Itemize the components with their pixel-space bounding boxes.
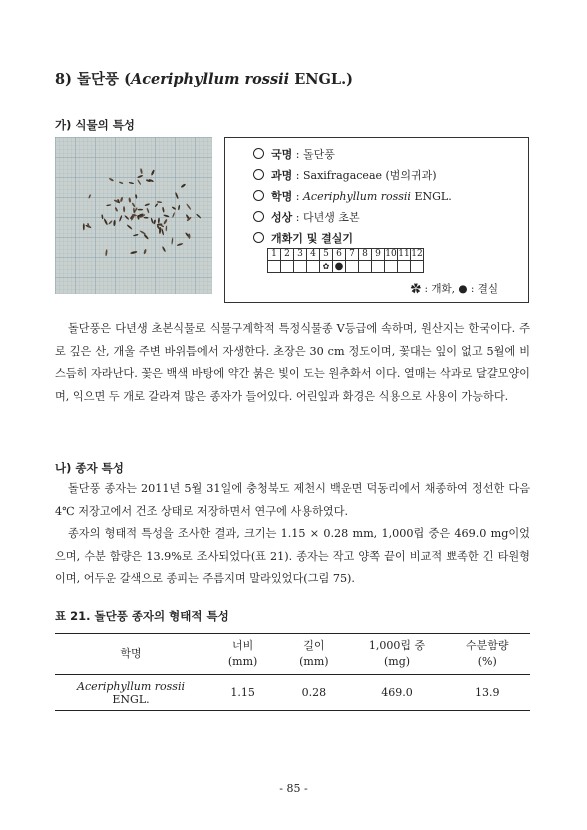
seed-shape [172, 206, 177, 210]
seed-shape [163, 214, 169, 217]
month-cell: 11 [398, 249, 410, 259]
seed-shape [137, 179, 141, 185]
seed-shape [153, 219, 156, 224]
page-title: 8) 돌단풍 (Aceriphyllum rossii ENGL.) [55, 71, 354, 88]
seed-shape [180, 183, 186, 188]
phenology-calendar [267, 248, 424, 273]
author-name: ENGL. [294, 71, 347, 88]
table-row [55, 675, 530, 711]
plant-info-box [224, 137, 529, 303]
month-mark-cell [346, 261, 359, 273]
section-heading-plant: 가) 식물의 특성 [55, 118, 135, 132]
seed-shape [140, 168, 143, 174]
phenology-legend: ✿ : 개화, ● : 결실 [410, 283, 498, 295]
month-cell: 4 [307, 249, 320, 261]
seed-shape [162, 207, 165, 213]
seed-description: 돌단풍 종자는 2011년 5월 31일에 충청북도 제천시 백운면 덕동리에서 채종하여 정선한 다음 4℃ 저장고에서 건조 상태로 저장하면서 연구에 사용하였다. 종자의 형태적 특성을 조사한 결과, 크기는 1.15 × 0.28 mm, 1,000립 중은 469.0 mg이었으며, 수분 함량은 13.9%로 조사되었다(표 21). 종자는 작고 양쪽 끝이 비교적 뾰족한 긴 타원형이며, 어두운 갈색으로 종피는 주름지며 말라있었다(그림 75). [55, 482, 530, 585]
seed-shape [126, 224, 132, 230]
seed-shape [106, 204, 111, 206]
seed-shape [146, 208, 149, 214]
month-cell: 1 [268, 249, 281, 261]
seed-photo [55, 137, 212, 294]
seed-shape [144, 217, 149, 219]
seed-shape [88, 194, 91, 199]
table-header-row [55, 634, 530, 675]
seed-shape [157, 201, 162, 203]
bullet-circle-icon [253, 190, 264, 201]
seed-shape [175, 192, 179, 199]
seed-shape [108, 220, 113, 225]
month-cell: 8 [359, 249, 372, 261]
info-row-habit: 성상 : 다년생 초본 [253, 209, 360, 225]
month-mark-cell [294, 261, 307, 273]
month-cell: 2 [281, 249, 294, 261]
seed-shape [144, 203, 150, 207]
month-cell: 6 [333, 249, 346, 261]
section-number: 8) [55, 71, 72, 88]
seed-shape [188, 233, 191, 238]
seed-shape [109, 177, 115, 181]
seed-shape [130, 251, 138, 255]
seed-shape [186, 203, 192, 210]
seed-shape [143, 249, 147, 255]
month-cell: 7 [346, 249, 359, 261]
month-mark-cell [398, 261, 411, 273]
plant-description: 돌단풍은 다년생 초본식물로 식물구계학적 특정식물종 V등급에 속하며, 원산지는 한국이다. 주로 깊은 산, 개울 주변 바위틈에서 자생한다. 초장은 30 cm 정도이며, 꽃대는 잎이 없고 5월에 비스듬히 자라난다. 꽃은 백색 바탕에 약간 붉은 빛이 도는 원추화서 이다. 열매는 삭과로 달걀모양이며, 익으면 두 개로 갈라져 많은 종자가 들어있다. 어린잎과 화경은 식용으로 사용이 가능하다. [55, 322, 530, 403]
month-mark-cell: ✿ [320, 261, 333, 273]
fruit-icon: ● [458, 283, 468, 295]
month-row [268, 249, 424, 261]
header-width: 너비 (mm) [207, 634, 278, 675]
month-mark-cell [268, 261, 281, 273]
month-mark-cell [359, 261, 372, 273]
info-row-scientific-name: 학명 : Aceriphyllum rossii ENGL. [253, 188, 452, 204]
seed-shape [131, 202, 135, 207]
header-species: 학명 [55, 634, 207, 675]
seed-shape [101, 214, 103, 219]
table-title: 표 21. 돌단풍 종자의 형태적 특성 [55, 609, 229, 623]
seed-shape [133, 234, 139, 237]
month-cell: 5 [320, 249, 333, 261]
month-mark-cell [411, 261, 424, 273]
seed-shape [163, 219, 168, 225]
month-mark-cell [385, 261, 398, 273]
info-row-family: 과명 : Saxifragaceae (범의귀과) [253, 167, 437, 183]
bullet-circle-icon [253, 232, 264, 243]
cell-species: Aceriphyllum rossii ENGL. [55, 675, 207, 711]
month-mark-cell [307, 261, 320, 273]
month-cell: 12 [411, 249, 423, 259]
seed-shape [151, 169, 156, 176]
seed-shape [138, 209, 144, 211]
seed-shape [113, 220, 116, 226]
seed-scatter-image [55, 137, 212, 294]
seed-shape [178, 205, 181, 211]
header-weight: 1,000립 중 (mg) [350, 634, 445, 675]
info-row-common-name: 국명 : 돌단풍 [253, 146, 335, 162]
seed-shape [137, 175, 143, 179]
mark-row [268, 261, 424, 273]
seed-shape [154, 203, 158, 207]
month-mark-cell [281, 261, 294, 273]
info-row-phenology: 개화기 및 결실기 [253, 230, 353, 246]
month-mark-cell: ● [333, 261, 346, 273]
seed-shape [150, 217, 153, 223]
page-number: - 85 - [279, 782, 308, 795]
flower-icon: ✿ [410, 283, 422, 295]
seed-shape [124, 215, 129, 220]
seed-shape [114, 207, 118, 212]
section-heading-seed: 나) 종자 특성 [55, 461, 124, 475]
scientific-name: Aceriphyllum rossii [130, 71, 290, 88]
seed-shape [161, 228, 164, 236]
korean-name: 돌단풍 [77, 71, 120, 88]
seed-shape [172, 212, 175, 218]
seed-shape [129, 182, 134, 185]
seed-shape [177, 243, 184, 247]
cell-weight: 469.0 [350, 675, 445, 711]
seed-shape [103, 218, 108, 225]
seed-shape [166, 226, 168, 232]
seed-shape [171, 237, 173, 244]
month-cell: 10 [385, 249, 397, 259]
seed-traits-table [55, 633, 530, 711]
header-moisture: 수분함량 (%) [445, 634, 531, 675]
seed-shape [105, 249, 108, 256]
bullet-circle-icon [253, 211, 264, 222]
seed-shape [123, 206, 125, 212]
seed-shape [162, 246, 167, 252]
seed-shape [119, 215, 123, 222]
month-cell: 3 [294, 249, 307, 261]
bullet-circle-icon [253, 169, 264, 180]
seed-shape [143, 234, 149, 240]
seed-shape [135, 194, 138, 199]
month-mark-cell [372, 261, 385, 273]
seed-shape [128, 197, 131, 202]
month-cell: 9 [372, 249, 385, 261]
seed-shape [196, 213, 202, 219]
seed-shape [158, 217, 160, 223]
seed-shape [83, 223, 85, 230]
cell-width: 1.15 [207, 675, 278, 711]
bullet-circle-icon [253, 148, 264, 159]
cell-length: 0.28 [278, 675, 349, 711]
header-length: 길이 (mm) [278, 634, 349, 675]
cell-moisture: 13.9 [445, 675, 531, 711]
seed-shape [139, 230, 146, 235]
seed-shape [120, 197, 124, 203]
seed-shape [119, 181, 124, 184]
